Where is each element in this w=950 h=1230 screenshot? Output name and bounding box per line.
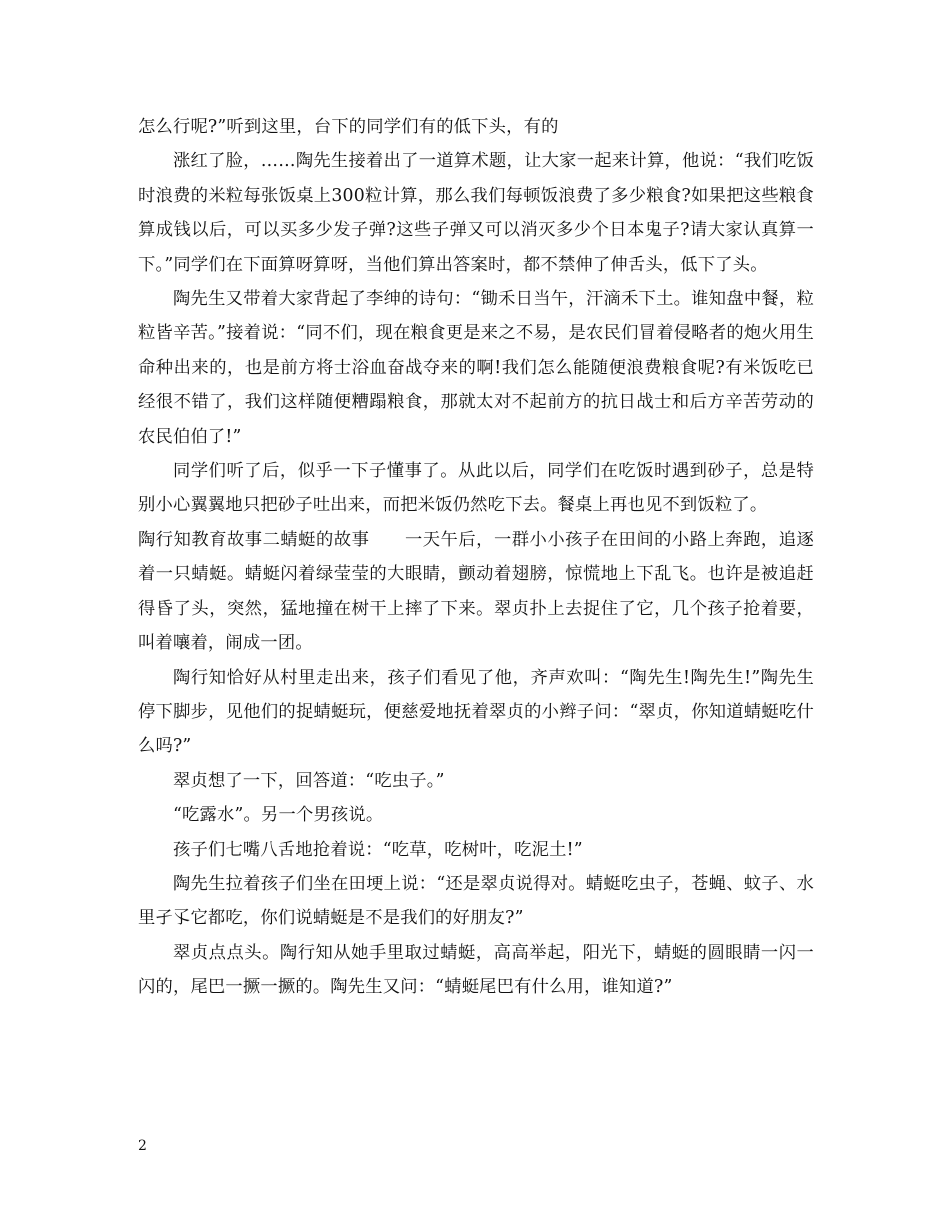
document-body: [138, 110, 814, 1005]
paragraph: 翠贞点点头。陶行知从她手里取过蜻蜓，高高举起，阳光下，蜻蜓的圆眼睛一闪一闪的，尾巴一撅一撅的。陶先生又问：“蜻蜓尾巴有什么用，谁知道?”: [138, 942, 814, 998]
paragraph: 陶行知恰好从村里走出来，孩子们看见了他，齐声欢叫：“陶先生!陶先生!”陶先生停下脚步，见他们的捉蜻蜓玩，便慈爱地抚着翠贞的小辫子问：“翠贞，你知道蜻蜓吃什么吗?”: [138, 667, 814, 757]
paragraph: 怎么行呢?”听到这里，台下的同学们有的低下头，有的: [138, 117, 559, 137]
paragraph: 涨红了脸，……陶先生接着出了一道算术题，让大家一起来计算，他说：“我们吃饭时浪费的米粒每张饭桌上300粒计算，那么我们每顿饭浪费了多少粮食?如果把这些粮食算成钱以后，可以买多少发子弹?这些子弹又可以消灭多少个日本鬼子?请大家认真算一下。”同学们在下面算呀算呀，当他们算出答案时，都不禁伸了伸舌头，低下了头。: [138, 151, 814, 275]
paragraph: 陶先生又带着大家背起了李绅的诗句：“锄禾日当午，汗滴禾下土。谁知盘中餐，粒粒皆辛苦。”接着说：“同不们，现在粮食更是来之不易，是农民们冒着侵略者的炮火用生命种出来的，也是前方将士浴血奋战夺来的啊!我们怎么能随便浪费粮食呢?有米饭吃已经很不错了，我们这样随便糟蹋粮食，那就太对不起前方的抗日战士和后方辛苦劳动的农民伯伯了!”: [138, 289, 814, 447]
paragraph: 陶先生拉着孩子们坐在田埂上说：“还是翠贞说得对。蜻蜓吃虫子，苍蝇、蚊子、水里孑孓它都吃，你们说蜻蜓是不是我们的好朋友?”: [138, 873, 814, 929]
paragraph: “吃露水”。另一个男孩说。: [173, 805, 384, 826]
paragraph: 同学们听了后，似乎一下子懂事了。从此以后，同学们在吃饭时遇到砂子，总是特别小心翼翼地只把砂子吐出来，而把米饭仍然吃下去。餐桌上再也见不到饭粒了。: [138, 461, 814, 516]
paragraph: 孩子们七嘴八舌地抢着说：“吃草，吃树叶，吃泥土!”: [173, 839, 583, 860]
paragraph: 翠贞想了一下，回答道：“吃虫子。”: [173, 770, 445, 791]
paragraph-story-heading: 陶行知教育故事二蜻蜓的故事 一天午后，一群小小孩子在田间的小路上奔跑，追逐着一只蜻蜓。蜻蜓闪着绿莹莹的大眼睛，颤动着翅膀，惊慌地上下乱飞。也许是被追赶得昏了头，突然，猛地撞在树干上摔了下来。翠贞扑上去捉住了它，几个孩子抢着要，叫着嚷着，闹成一团。: [138, 529, 814, 654]
page-number: 2: [138, 1138, 147, 1154]
